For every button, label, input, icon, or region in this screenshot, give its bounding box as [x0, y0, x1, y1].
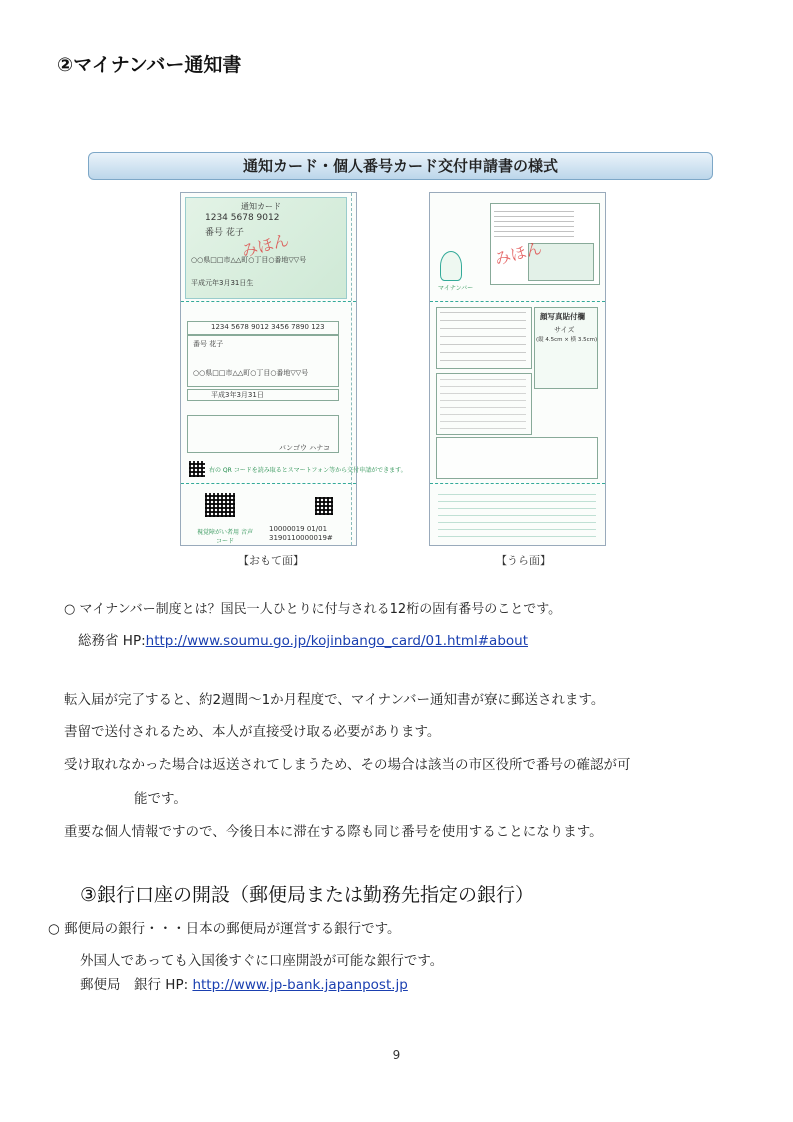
back-perforation-line: [430, 301, 605, 302]
braille-label: 視覚障がい者用 音声コード: [197, 529, 253, 545]
my-number-form-figure: [88, 152, 713, 574]
paragraph-return-cont: 能です。: [134, 791, 187, 807]
soumu-hp-label: 総務省 HP:: [78, 633, 146, 649]
figure-banner: 通知カード・個人番号カード交付申請書の様式: [88, 152, 713, 180]
paragraph-registered-mail: 書留で送付されるため、本人が直接受け取る必要があります。: [64, 724, 441, 740]
form-back-image: [429, 192, 606, 546]
back-proxy-box: [436, 437, 598, 479]
paragraph-return: 受け取れなかった場合は返送されてしまうため、その場合は該当の市区役所で番号の確認が可: [64, 757, 631, 773]
back-applicant-lines: [440, 311, 526, 361]
back-notes-lines: [438, 491, 596, 537]
paragraph-important: 重要な個人情報ですので、今後日本に滞在する際も同じ番号を使用することになります。: [64, 824, 603, 840]
barcode-image: [205, 493, 235, 517]
soumu-hp-link[interactable]: http://www.soumu.go.jp/kojinbango_card/01.html#about: [145, 633, 529, 649]
front-edge-line: [351, 193, 352, 545]
back-instruction-text: [494, 209, 574, 237]
page-number: 9: [392, 1048, 401, 1062]
smartphone-note: 右の QR コードを読み取るとスマートフォン等から交付申請ができます。: [209, 467, 407, 474]
photo-size-label: サイズ: [554, 326, 575, 334]
front-caption: 【おもて面】: [238, 554, 304, 567]
smartphone-qr-code: [189, 461, 205, 477]
perforation-line-2: [181, 483, 356, 484]
photo-dimensions: (縦 4.5cm × 横 3.5cm): [536, 337, 598, 343]
bank-hp-link[interactable]: http://www.jp-bank.japanpost.jp: [192, 977, 408, 993]
mynumber-logo: マイナンバー: [438, 285, 474, 292]
section-title-bank-account: ③銀行口座の開設（郵便局または勤務先指定の銀行）: [80, 884, 535, 906]
bank-hp-line: [80, 973, 408, 993]
app-number: 1234 5678 9012 3456 7890 123: [211, 323, 325, 331]
bank-description: 外国人であっても入国後すぐに口座開設が可能な銀行です。: [80, 953, 444, 969]
barcode-number-2: 3190110000019#: [269, 534, 333, 542]
back-checkbox-lines: [440, 377, 526, 429]
app-name: 番号 花子: [193, 340, 224, 348]
app-address: ○○県□□市△△町○丁目○番地▽▽号: [193, 369, 309, 377]
back-caption: 【うら面】: [496, 554, 551, 567]
soumu-hp-line: [78, 629, 528, 649]
app-dob: 平成3年3月31日: [211, 391, 264, 399]
card-title: 通知カード: [241, 202, 281, 211]
photo-box-title: 顔写真貼付欄: [540, 312, 585, 321]
bank-hp-label: 郵便局 銀行 HP:: [80, 977, 189, 993]
app-kana: バンゴウ ハナコ: [279, 444, 330, 452]
back-perforation-line-2: [430, 483, 605, 484]
mynumber-mascot-icon: [440, 251, 462, 281]
section-title-my-number: ②マイナンバー通知書: [57, 54, 242, 76]
barcode-number-1: 10000019 01/01: [269, 525, 328, 533]
card-dob: 平成元年3月31日生: [191, 279, 254, 287]
back-sample-stamp: みほん: [492, 238, 544, 269]
my-number-definition: ○ マイナンバー制度とは？国民一人ひとりに付与される12桁の固有番号のことです。: [64, 602, 562, 617]
front-sample-stamp: みほん: [239, 230, 291, 261]
form-front-image: [180, 192, 407, 546]
bank-bullet: ○ 郵便局の銀行・・・日本の郵便局が運営する銀行です。: [48, 921, 401, 937]
card-address: ○○県□□市△△町○丁目○番地▽▽号: [191, 256, 307, 264]
paragraph-delivery: 転入届が完了すると、約2週間〜1か月程度で、マイナンバー通知書が寮に郵送されます。: [64, 692, 605, 708]
perforation-line: [181, 301, 356, 302]
braille-voice-code: [315, 497, 333, 515]
card-number: 1234 5678 9012: [205, 213, 280, 223]
card-name: 番号 花子: [205, 228, 244, 238]
